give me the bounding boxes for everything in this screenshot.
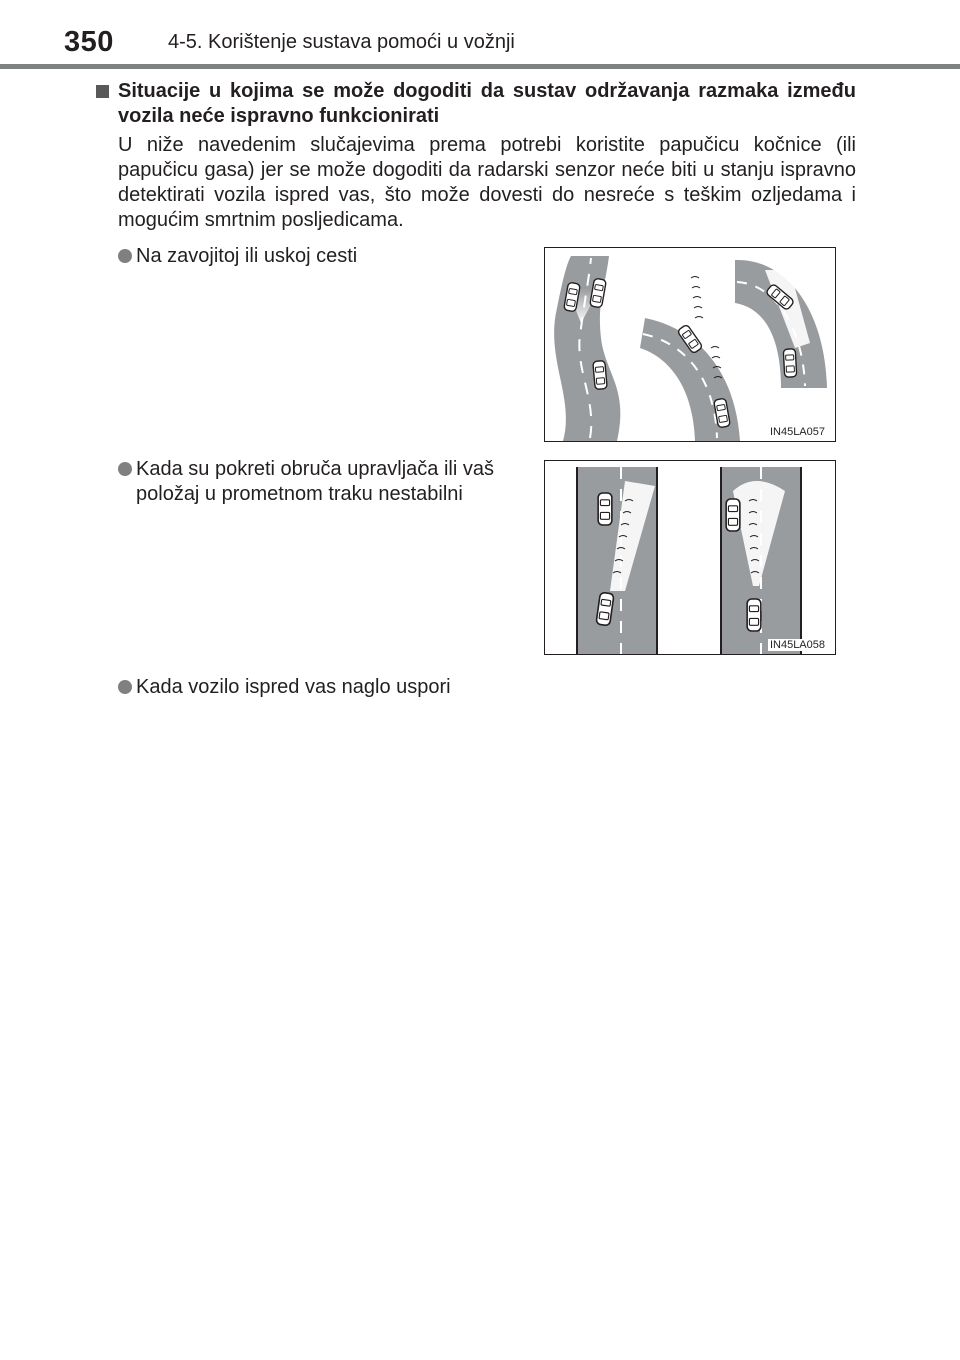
- straight-lanes-illustration: [545, 461, 835, 654]
- chapter-title: 4-5. Korištenje sustava pomoći u vožnji: [168, 31, 515, 53]
- bullet-text: Kada vozilo ispred vas naglo uspori: [136, 676, 451, 698]
- square-bullet-icon: [96, 85, 109, 98]
- bullet-item-unstable-steering: [118, 457, 528, 507]
- car-icon: [593, 361, 607, 390]
- figure-straight-lanes: [544, 460, 836, 655]
- intro-paragraph: U niže navedenim slučajevima prema potrebi koristite papučicu kočnice (ili papučicu gasa) jer se može dogoditi da radarski senzor neće biti u stanju ispravno detektirati vozila ispred vas, što može dovesti do nesreće s teškim ozljedama i mogućim smrtnim posljedicama.: [118, 134, 856, 231]
- curved-roads-illustration: [545, 248, 835, 441]
- car-icon: [598, 493, 612, 525]
- car-icon: [747, 599, 761, 631]
- figure-code: IN45LA058: [769, 639, 825, 651]
- bullet-text: Na zavojitoj ili uskoj cesti: [136, 245, 358, 267]
- page-header: [0, 0, 960, 70]
- section-heading-text: Situacije u kojima se može dogoditi da sustav održavanja razmaka između vozila neće ispravno funkcionirati: [118, 80, 856, 127]
- bullet-item-sudden-deceleration: [118, 675, 528, 700]
- bullet-dot-icon: [118, 680, 132, 694]
- bullet-item-curved-road: [118, 244, 528, 269]
- section-heading: [96, 79, 856, 129]
- page-number: 350: [64, 26, 114, 58]
- bullet-text: Kada su pokreti obruča upravljača ili vaš položaj u prometnom traku nestabilni: [136, 458, 494, 505]
- bullet-dot-icon: [118, 462, 132, 476]
- figure-curved-roads: [544, 247, 836, 442]
- bullet-dot-icon: [118, 249, 132, 263]
- header-rule: [0, 64, 960, 69]
- car-icon: [783, 349, 796, 378]
- figure-code: IN45LA057: [769, 426, 825, 438]
- car-icon: [726, 499, 740, 531]
